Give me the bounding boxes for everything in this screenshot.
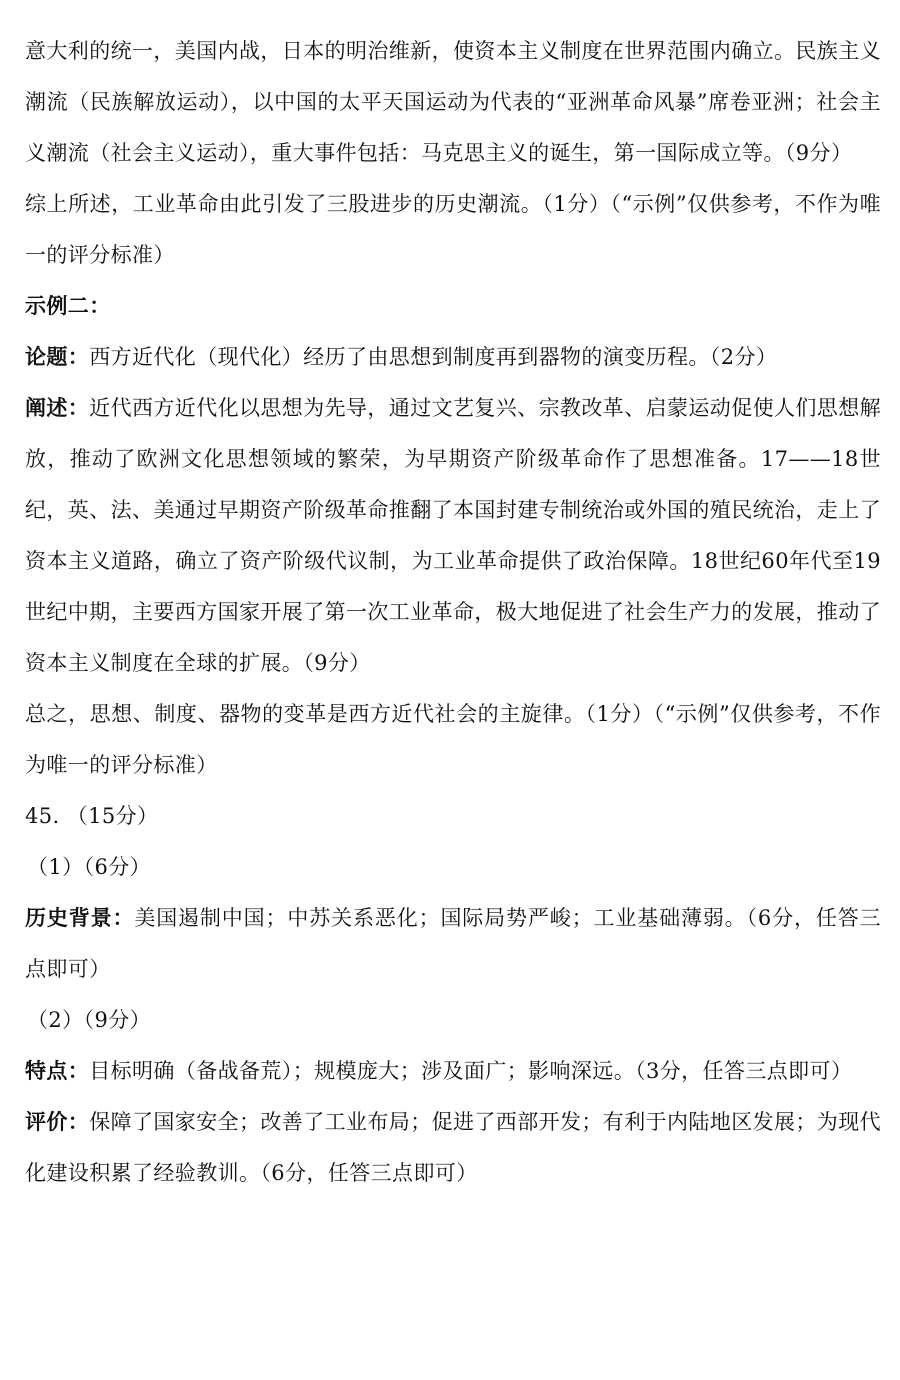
evaluation-label: 评价： [25,1110,90,1134]
thesis-label: 论题： [25,345,90,369]
paragraph-summary-1 [25,179,881,281]
paragraph-background [25,893,881,995]
sub-question-1 [25,842,881,893]
elaboration-text: 近代西方近代化以思想为先导，通过文艺复兴、宗教改革、启蒙运动促使人们思想解放，推动了欧洲文化思想领域的繁荣，为早期资产阶级革命作了思想准备。17——18世纪，英、法、美通过早期资产阶级革命推翻了本国封建专制统治或外国的殖民统治，走上了资本主义道路，确立了资产阶级代议制，为工业革命提供了政治保障。18世纪60年代至19世纪中期，主要西方国家开展了第一次工业革命，极大地促进了社会生产力的发展，推动了资本主义制度在全球的扩展。（9分） [25,396,881,675]
features-text: 目标明确（备战备荒）；规模庞大；涉及面广；影响深远。（3分，任答三点即可） [89,1059,853,1083]
thesis-text: 西方近代化（现代化）经历了由思想到制度再到器物的演变历程。（2分） [89,345,778,369]
paragraph-elaboration [25,383,881,689]
evaluation-text: 保障了国家安全；改善了工业布局；促进了西部开发；有利于内陆地区发展；为现代化建设积累了经验教训。（6分，任答三点即可） [25,1110,881,1185]
sub-question-label: （2）（9分） [27,1008,152,1032]
question-45-heading [25,791,881,842]
paragraph-evaluation [25,1097,881,1199]
sub-question-label: （1）（6分） [27,855,152,879]
background-text: 美国遏制中国；中苏关系恶化；国际局势严峻；工业基础薄弱。（6分，任答三点即可） [25,906,882,981]
paragraph-summary-2 [25,689,881,791]
example-label: 示例二： [25,294,111,318]
paragraph-text: 意大利的统一，美国内战，日本的明治维新，使资本主义制度在世界范围内确立。民族主义潮流（民族解放运动），以中国的太平天国运动为代表的“亚洲革命风暴”席卷亚洲；社会主义潮流（社会主义运动），重大事件包括：马克思主义的诞生，第一国际成立等。（9分） [25,39,881,165]
paragraph-features [25,1046,881,1097]
paragraph-capitalism-trends [25,26,881,179]
paragraph-thesis [25,332,881,383]
paragraph-text: 总之，思想、制度、器物的变革是西方近代社会的主旋律。（1分）（“示例”仅供参考，不作为唯一的评分标准） [25,702,881,777]
sub-question-2 [25,995,881,1046]
question-number: 45. （15分） [25,804,159,828]
answer-document [25,26,881,1199]
elaboration-label: 阐述： [25,396,90,420]
example-two-heading [25,281,881,332]
background-label: 历史背景： [25,906,135,930]
features-label: 特点： [25,1059,90,1083]
paragraph-text: 综上所述，工业革命由此引发了三股进步的历史潮流。（1分）（“示例”仅供参考，不作为唯一的评分标准） [25,192,881,267]
